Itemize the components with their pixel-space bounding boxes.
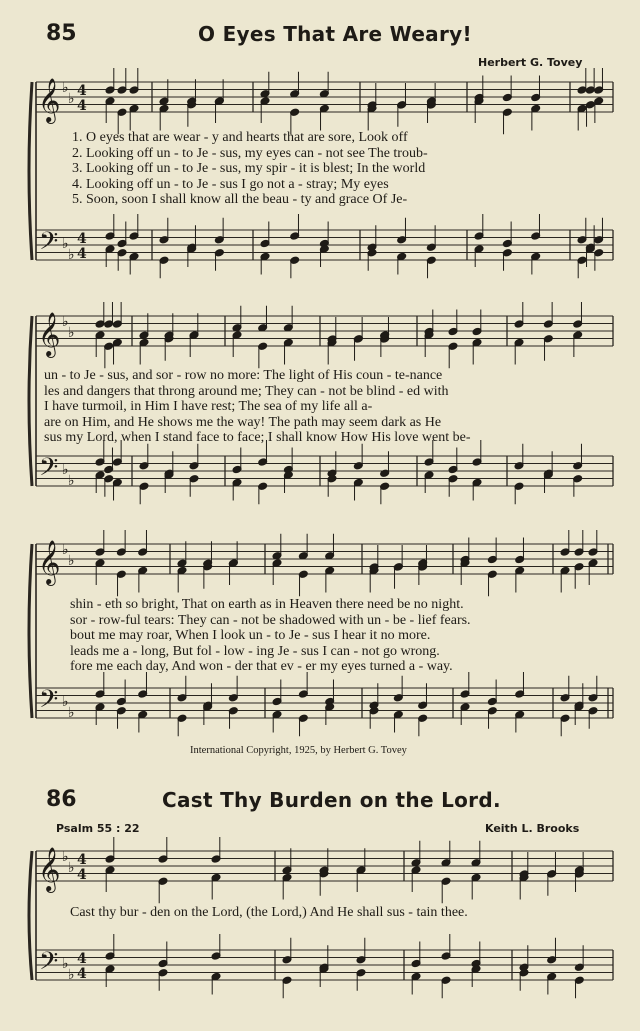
verse-line: I have turmoil, in Him I have rest; The sea of my life all a- [44, 399, 373, 415]
svg-text:♭: ♭ [68, 967, 75, 983]
verse-line: Cast thy bur - den on the Lord, (the Lord,) And He shall sus - tain thee. [70, 905, 468, 920]
verse-line: 5. Soon, soon I shall know all the beau - ty and grace Of Je- [72, 192, 408, 208]
verse-line: 1. O eyes that are wear - y and hearts that are sore, Look off [72, 130, 408, 145]
verse-line: 3. Looking off un - to Je - sus, my spir - it is blest; In the world [72, 161, 426, 177]
lyrics-system-1 [72, 130, 428, 208]
lyrics-system-4 [70, 905, 468, 921]
svg-text:4: 4 [77, 867, 87, 883]
verse-line: les and dangers that throng around me; They can - not be blind - ed with [44, 383, 449, 399]
verse-line: bout me may roar, When I look un - to Je - sus I hear it no more. [70, 628, 431, 644]
svg-text:♭: ♭ [68, 860, 75, 876]
verse-line: 4. Looking off un - to Je - sus I go not a - stray; My eyes [72, 176, 389, 192]
svg-text:𝄞: 𝄞 [38, 78, 61, 122]
verse-line: fore me each day, And won - der that ev - er my eyes turned a - way. [70, 659, 453, 675]
verse-line: un - to Je - sus, and sor - row no more: The light of His coun - te-nance [44, 368, 443, 383]
svg-text:♭: ♭ [62, 314, 69, 330]
svg-text:♭: ♭ [68, 553, 75, 569]
svg-text:4: 4 [77, 966, 87, 982]
svg-text:♭: ♭ [62, 542, 69, 558]
svg-text:♭: ♭ [68, 91, 75, 107]
verse-line: leads me a - long, But fol - low - ing Je - sus I can - not go wrong. [70, 643, 440, 659]
svg-text:𝄞: 𝄞 [38, 312, 61, 356]
svg-text:4: 4 [77, 246, 87, 262]
verse-line: are on Him, and He shows me the way! The path may seem dark as He [44, 414, 442, 430]
lyrics-system-2 [44, 368, 471, 446]
svg-text:𝄞: 𝄞 [38, 847, 61, 891]
verse-line: sor - row-ful tears: They can - not be shadowed with un - be - lief fears. [70, 612, 471, 628]
svg-text:4: 4 [77, 98, 87, 114]
svg-text:♭: ♭ [68, 705, 75, 721]
svg-text:♭: ♭ [62, 462, 69, 478]
verse-line: shin - eth so bright, That on earth as in Heaven there need be no night. [70, 597, 464, 612]
svg-text:4: 4 [77, 951, 87, 967]
svg-text:♭: ♭ [68, 325, 75, 341]
svg-text:𝄢: 𝄢 [39, 947, 59, 982]
svg-text:4: 4 [77, 231, 87, 247]
svg-text:♭: ♭ [68, 473, 75, 489]
svg-text:♭: ♭ [68, 247, 75, 263]
copyright-notice: International Copyright, 1925, by Herbert G. Tovey [190, 745, 407, 756]
svg-text:𝄢: 𝄢 [39, 453, 59, 488]
hymn-title: Cast Thy Burden on the Lord. [162, 788, 501, 812]
hymn-title: O Eyes That Are Weary! [198, 22, 472, 46]
svg-text:𝄢: 𝄢 [39, 227, 59, 262]
svg-text:♭: ♭ [62, 694, 69, 710]
svg-text:4: 4 [77, 83, 87, 99]
verse-line: 2. Looking off un - to Je - sus, my eyes can - not see The troub- [72, 145, 428, 161]
hymn-number: 86 [46, 787, 77, 812]
svg-text:♭: ♭ [62, 236, 69, 252]
hymn-number: 85 [46, 21, 77, 46]
svg-text:♭: ♭ [62, 80, 69, 96]
composer-credit: Herbert G. Tovey [478, 56, 583, 69]
scripture-reference: Psalm 55 : 22 [56, 822, 140, 835]
verse-line: sus my Lord, when I stand face to face; I shall know How His love went be- [44, 430, 471, 446]
svg-text:♭: ♭ [62, 956, 69, 972]
svg-text:♭: ♭ [62, 849, 69, 865]
svg-text:𝄢: 𝄢 [39, 685, 59, 720]
svg-text:𝄞: 𝄞 [38, 540, 61, 584]
composer-credit: Keith L. Brooks [485, 822, 580, 835]
lyrics-system-3 [70, 597, 471, 675]
svg-text:4: 4 [77, 852, 87, 868]
